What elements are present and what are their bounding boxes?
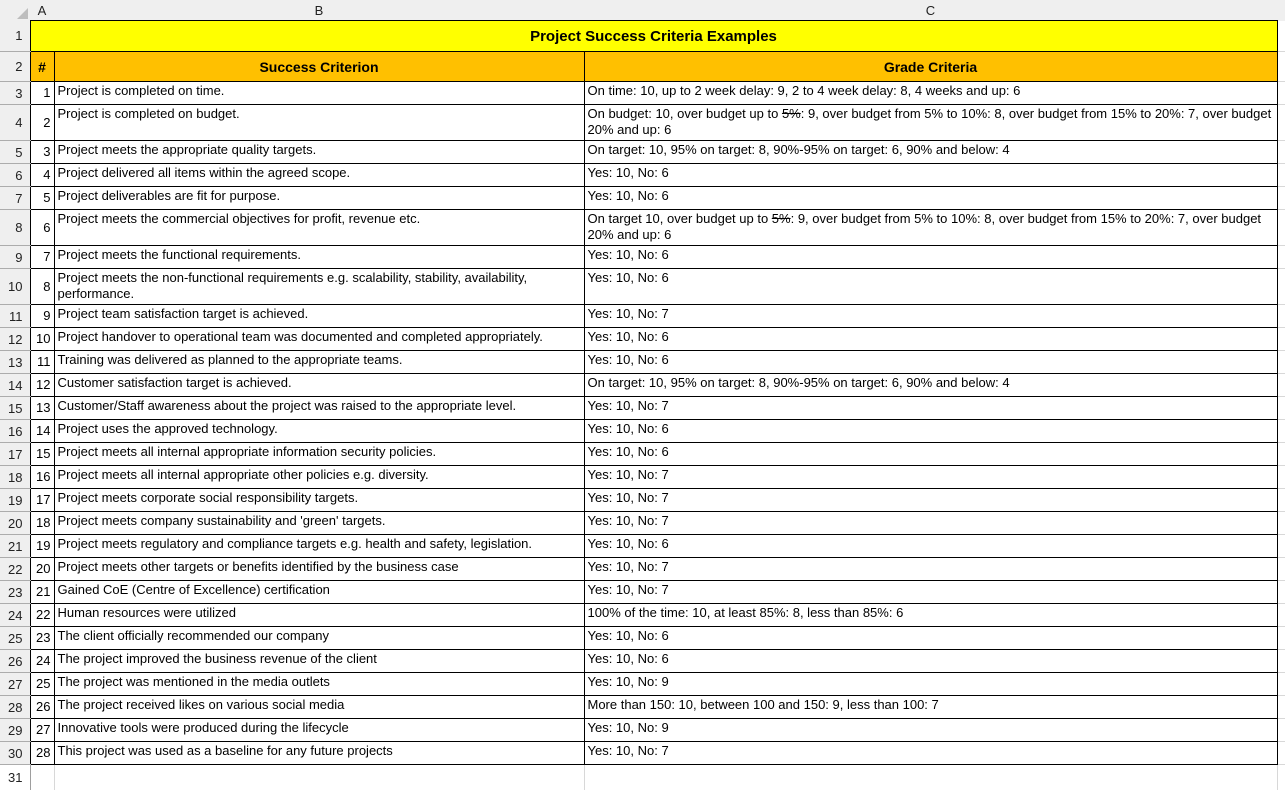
struck-text: 5%	[782, 106, 801, 121]
cell-B26[interactable]: The project improved the business revenue of the client	[54, 650, 584, 673]
table-row	[0, 673, 1285, 696]
table-row	[0, 489, 1285, 512]
cell-B19[interactable]: Project meets corporate social responsibility targets.	[54, 489, 584, 512]
row-header-28[interactable]: 28	[0, 696, 30, 719]
table-row	[0, 581, 1285, 604]
cell-C5[interactable]: On target: 10, 95% on target: 8, 90%-95% on target: 6, 90% and below: 4	[584, 141, 1277, 164]
cell-C15[interactable]: Yes: 10, No: 7	[584, 397, 1277, 420]
cell-C29[interactable]: Yes: 10, No: 9	[584, 719, 1277, 742]
cell-B29[interactable]: Innovative tools were produced during the lifecycle	[54, 719, 584, 742]
cell-D4[interactable]	[1277, 105, 1285, 141]
table-row	[0, 466, 1285, 489]
table-row	[0, 210, 1285, 246]
row-header-31[interactable]: 31	[0, 765, 30, 790]
table-row	[0, 246, 1285, 269]
row-header-16[interactable]: 16	[0, 420, 30, 443]
table-row	[0, 328, 1285, 351]
table-row	[0, 82, 1285, 105]
cell-D29[interactable]	[1277, 719, 1285, 742]
cell-A13[interactable]: 11	[30, 351, 54, 374]
cell-D19[interactable]	[1277, 489, 1285, 512]
cell-A4[interactable]: 2	[30, 105, 54, 141]
cell-A31[interactable]	[30, 765, 54, 790]
row-header-24[interactable]: 24	[0, 604, 30, 627]
cell-title-merged-A1-C1[interactable]: Project Success Criteria Examples	[30, 21, 1277, 52]
row-header-15[interactable]: 15	[0, 397, 30, 420]
row-header-20[interactable]: 20	[0, 512, 30, 535]
empty-row-31	[0, 765, 1285, 790]
row-header-22[interactable]: 22	[0, 558, 30, 581]
cell-A19[interactable]: 17	[30, 489, 54, 512]
cell-A18[interactable]: 16	[30, 466, 54, 489]
cell-D28[interactable]	[1277, 696, 1285, 719]
cell-D9[interactable]	[1277, 246, 1285, 269]
cell-B6[interactable]: Project delivered all items within the agreed scope.	[54, 164, 584, 187]
cell-D30[interactable]	[1277, 742, 1285, 765]
cell-C9[interactable]: Yes: 10, No: 6	[584, 246, 1277, 269]
cell-C4[interactable]	[584, 105, 1277, 141]
cell-A16[interactable]: 14	[30, 420, 54, 443]
cell-D25[interactable]	[1277, 627, 1285, 650]
cell-C18[interactable]: Yes: 10, No: 7	[584, 466, 1277, 489]
table-row	[0, 141, 1285, 164]
cell-A26[interactable]: 24	[30, 650, 54, 673]
grade-text-segment: : 9, over budget from 5% to 10%: 8, over budget from 15% to 20%: 7, over budget 20% and up: 6	[588, 106, 1272, 137]
cell-B17[interactable]: Project meets all internal appropriate information security policies.	[54, 443, 584, 466]
cell-A12[interactable]: 10	[30, 328, 54, 351]
table-row	[0, 650, 1285, 673]
cell-B15[interactable]: Customer/Staff awareness about the project was raised to the appropriate level.	[54, 397, 584, 420]
row-header-19[interactable]: 19	[0, 489, 30, 512]
cell-C20[interactable]: Yes: 10, No: 7	[584, 512, 1277, 535]
cell-D23[interactable]	[1277, 581, 1285, 604]
cell-A6[interactable]: 4	[30, 164, 54, 187]
cell-D22[interactable]	[1277, 558, 1285, 581]
cell-A5[interactable]: 3	[30, 141, 54, 164]
cell-B21[interactable]: Project meets regulatory and compliance targets e.g. health and safety, legislation.	[54, 535, 584, 558]
cell-D2[interactable]	[1277, 52, 1285, 82]
cell-C16[interactable]: Yes: 10, No: 6	[584, 420, 1277, 443]
table-row	[0, 187, 1285, 210]
column-header-D-partial[interactable]	[1277, 0, 1285, 21]
row-header-21[interactable]: 21	[0, 535, 30, 558]
cell-A21[interactable]: 19	[30, 535, 54, 558]
row-header-27[interactable]: 27	[0, 673, 30, 696]
column-header-A[interactable]: A	[30, 0, 54, 21]
cell-D16[interactable]	[1277, 420, 1285, 443]
row-header-25[interactable]: 25	[0, 627, 30, 650]
cell-B30[interactable]: This project was used as a baseline for any future projects	[54, 742, 584, 765]
grade-text-segment: On budget: 10, over budget up to	[588, 106, 782, 121]
row-header-8[interactable]: 8	[0, 210, 30, 246]
row-header-14[interactable]: 14	[0, 374, 30, 397]
table-row	[0, 443, 1285, 466]
table-row	[0, 397, 1285, 420]
table-row	[0, 269, 1285, 305]
cell-A10[interactable]: 8	[30, 269, 54, 305]
cell-B28[interactable]: The project received likes on various social media	[54, 696, 584, 719]
cell-C21[interactable]: Yes: 10, No: 6	[584, 535, 1277, 558]
cell-D1[interactable]	[1277, 21, 1285, 52]
cell-C26[interactable]: Yes: 10, No: 6	[584, 650, 1277, 673]
table-row	[0, 558, 1285, 581]
cell-B14[interactable]: Customer satisfaction target is achieved.	[54, 374, 584, 397]
table-row	[0, 604, 1285, 627]
cell-B13[interactable]: Training was delivered as planned to the appropriate teams.	[54, 351, 584, 374]
row-header-29[interactable]: 29	[0, 719, 30, 742]
cell-A27[interactable]: 25	[30, 673, 54, 696]
cell-D8[interactable]	[1277, 210, 1285, 246]
cell-C13[interactable]: Yes: 10, No: 6	[584, 351, 1277, 374]
cell-D10[interactable]	[1277, 269, 1285, 305]
cell-D18[interactable]	[1277, 466, 1285, 489]
cell-A7[interactable]: 5	[30, 187, 54, 210]
row-header-30[interactable]: 30	[0, 742, 30, 765]
cell-C27[interactable]: Yes: 10, No: 9	[584, 673, 1277, 696]
cell-A29[interactable]: 27	[30, 719, 54, 742]
cell-B24[interactable]: Human resources were utilized	[54, 604, 584, 627]
cell-C31[interactable]	[584, 765, 1277, 790]
table-row	[0, 105, 1285, 141]
cell-B23[interactable]: Gained CoE (Centre of Excellence) certification	[54, 581, 584, 604]
table-row	[0, 719, 1285, 742]
cell-C17[interactable]: Yes: 10, No: 6	[584, 443, 1277, 466]
cell-C12[interactable]: Yes: 10, No: 6	[584, 328, 1277, 351]
row-header-2[interactable]: 2	[0, 52, 30, 82]
cell-A24[interactable]: 22	[30, 604, 54, 627]
struck-text: 5%	[772, 211, 791, 226]
column-header-B[interactable]: B	[54, 0, 584, 21]
select-all-triangle-icon	[17, 8, 28, 19]
table-row	[0, 535, 1285, 558]
table-row	[0, 627, 1285, 650]
cell-C2-grade-header[interactable]: Grade Criteria	[584, 52, 1277, 82]
row-header-12[interactable]: 12	[0, 328, 30, 351]
cell-D5[interactable]	[1277, 141, 1285, 164]
cell-D21[interactable]	[1277, 535, 1285, 558]
cell-B25[interactable]: The client officially recommended our company	[54, 627, 584, 650]
column-header-row	[0, 0, 1285, 21]
row-header-17[interactable]: 17	[0, 443, 30, 466]
cell-C22[interactable]: Yes: 10, No: 7	[584, 558, 1277, 581]
row-header-5[interactable]: 5	[0, 141, 30, 164]
cell-C23[interactable]: Yes: 10, No: 7	[584, 581, 1277, 604]
cell-B2-criterion-header[interactable]: Success Criterion	[54, 52, 584, 82]
cell-B11[interactable]: Project team satisfaction target is achieved.	[54, 305, 584, 328]
cell-B3[interactable]: Project is completed on time.	[54, 82, 584, 105]
cell-C24[interactable]: 100% of the time: 10, at least 85%: 8, less than 85%: 6	[584, 604, 1277, 627]
cell-A30[interactable]: 28	[30, 742, 54, 765]
cell-C30[interactable]: Yes: 10, No: 7	[584, 742, 1277, 765]
cell-D26[interactable]	[1277, 650, 1285, 673]
cell-A22[interactable]: 20	[30, 558, 54, 581]
cell-C3[interactable]: On time: 10, up to 2 week delay: 9, 2 to 4 week delay: 8, 4 weeks and up: 6	[584, 82, 1277, 105]
row-header-1[interactable]: 1	[0, 21, 30, 52]
row-header-26[interactable]: 26	[0, 650, 30, 673]
cell-D14[interactable]	[1277, 374, 1285, 397]
cell-A25[interactable]: 23	[30, 627, 54, 650]
cell-C11[interactable]: Yes: 10, No: 7	[584, 305, 1277, 328]
cell-A2-number-header[interactable]: #	[30, 52, 54, 82]
table-row	[0, 305, 1285, 328]
cell-B5[interactable]: Project meets the appropriate quality targets.	[54, 141, 584, 164]
row-header-18[interactable]: 18	[0, 466, 30, 489]
cell-A28[interactable]: 26	[30, 696, 54, 719]
cell-D31[interactable]	[1277, 765, 1285, 790]
table-header-row	[0, 52, 1285, 82]
cell-B31[interactable]	[54, 765, 584, 790]
row-header-4[interactable]: 4	[0, 105, 30, 141]
cell-D12[interactable]	[1277, 328, 1285, 351]
cell-D17[interactable]	[1277, 443, 1285, 466]
cell-B4[interactable]: Project is completed on budget.	[54, 105, 584, 141]
cell-C28[interactable]: More than 150: 10, between 100 and 150: 9, less than 100: 7	[584, 696, 1277, 719]
row-header-23[interactable]: 23	[0, 581, 30, 604]
cell-A3[interactable]: 1	[30, 82, 54, 105]
cell-C14[interactable]: On target: 10, 95% on target: 8, 90%-95% on target: 6, 90% and below: 4	[584, 374, 1277, 397]
trailing-rows	[0, 765, 1285, 790]
cell-D27[interactable]	[1277, 673, 1285, 696]
cell-C10[interactable]: Yes: 10, No: 6	[584, 269, 1277, 305]
cell-B8[interactable]: Project meets the commercial objectives for profit, revenue etc.	[54, 210, 584, 246]
cell-D15[interactable]	[1277, 397, 1285, 420]
cell-D11[interactable]	[1277, 305, 1285, 328]
row-header-6[interactable]: 6	[0, 164, 30, 187]
row-header-11[interactable]: 11	[0, 305, 30, 328]
cell-C7[interactable]: Yes: 10, No: 6	[584, 187, 1277, 210]
cell-B9[interactable]: Project meets the functional requirements.	[54, 246, 584, 269]
cell-A15[interactable]: 13	[30, 397, 54, 420]
cell-A20[interactable]: 18	[30, 512, 54, 535]
row-header-9[interactable]: 9	[0, 246, 30, 269]
data-rows	[0, 82, 1285, 765]
row-header-13[interactable]: 13	[0, 351, 30, 374]
row-header-10[interactable]: 10	[0, 269, 30, 305]
cell-A14[interactable]: 12	[30, 374, 54, 397]
table-row	[0, 164, 1285, 187]
table-row	[0, 420, 1285, 443]
cell-D3[interactable]	[1277, 82, 1285, 105]
grade-text-segment: : 9, over budget from 5% to 10%: 8, over budget from 15% to 20%: 7, over budget 20% and up: 6	[588, 211, 1262, 242]
row-header-3[interactable]: 3	[0, 82, 30, 105]
table-row	[0, 696, 1285, 719]
cell-C6[interactable]: Yes: 10, No: 6	[584, 164, 1277, 187]
table-row	[0, 351, 1285, 374]
cell-B22[interactable]: Project meets other targets or benefits identified by the business case	[54, 558, 584, 581]
cell-B10[interactable]: Project meets the non-functional requirements e.g. scalability, stability, availability, performance.	[54, 269, 584, 305]
select-all-corner[interactable]	[0, 0, 30, 21]
table-row	[0, 742, 1285, 765]
cell-A9[interactable]: 7	[30, 246, 54, 269]
cell-A8[interactable]: 6	[30, 210, 54, 246]
cell-B20[interactable]: Project meets company sustainability and 'green' targets.	[54, 512, 584, 535]
cell-A11[interactable]: 9	[30, 305, 54, 328]
cell-A23[interactable]: 21	[30, 581, 54, 604]
cell-C8[interactable]	[584, 210, 1277, 246]
cell-B18[interactable]: Project meets all internal appropriate other policies e.g. diversity.	[54, 466, 584, 489]
title-row	[0, 21, 1285, 52]
cell-D24[interactable]	[1277, 604, 1285, 627]
table-row	[0, 374, 1285, 397]
table-row	[0, 512, 1285, 535]
cell-B27[interactable]: The project was mentioned in the media outlets	[54, 673, 584, 696]
cell-C25[interactable]: Yes: 10, No: 6	[584, 627, 1277, 650]
column-header-C[interactable]: C	[584, 0, 1277, 21]
cell-D7[interactable]	[1277, 187, 1285, 210]
grade-text-segment: On target 10, over budget up to	[588, 211, 772, 226]
cell-D6[interactable]	[1277, 164, 1285, 187]
header-rows	[0, 0, 1285, 82]
cell-D13[interactable]	[1277, 351, 1285, 374]
cell-B12[interactable]: Project handover to operational team was documented and completed appropriately.	[54, 328, 584, 351]
cell-C19[interactable]: Yes: 10, No: 7	[584, 489, 1277, 512]
cell-B16[interactable]: Project uses the approved technology.	[54, 420, 584, 443]
cell-D20[interactable]	[1277, 512, 1285, 535]
row-header-7[interactable]: 7	[0, 187, 30, 210]
cell-B7[interactable]: Project deliverables are fit for purpose.	[54, 187, 584, 210]
cell-A17[interactable]: 15	[30, 443, 54, 466]
